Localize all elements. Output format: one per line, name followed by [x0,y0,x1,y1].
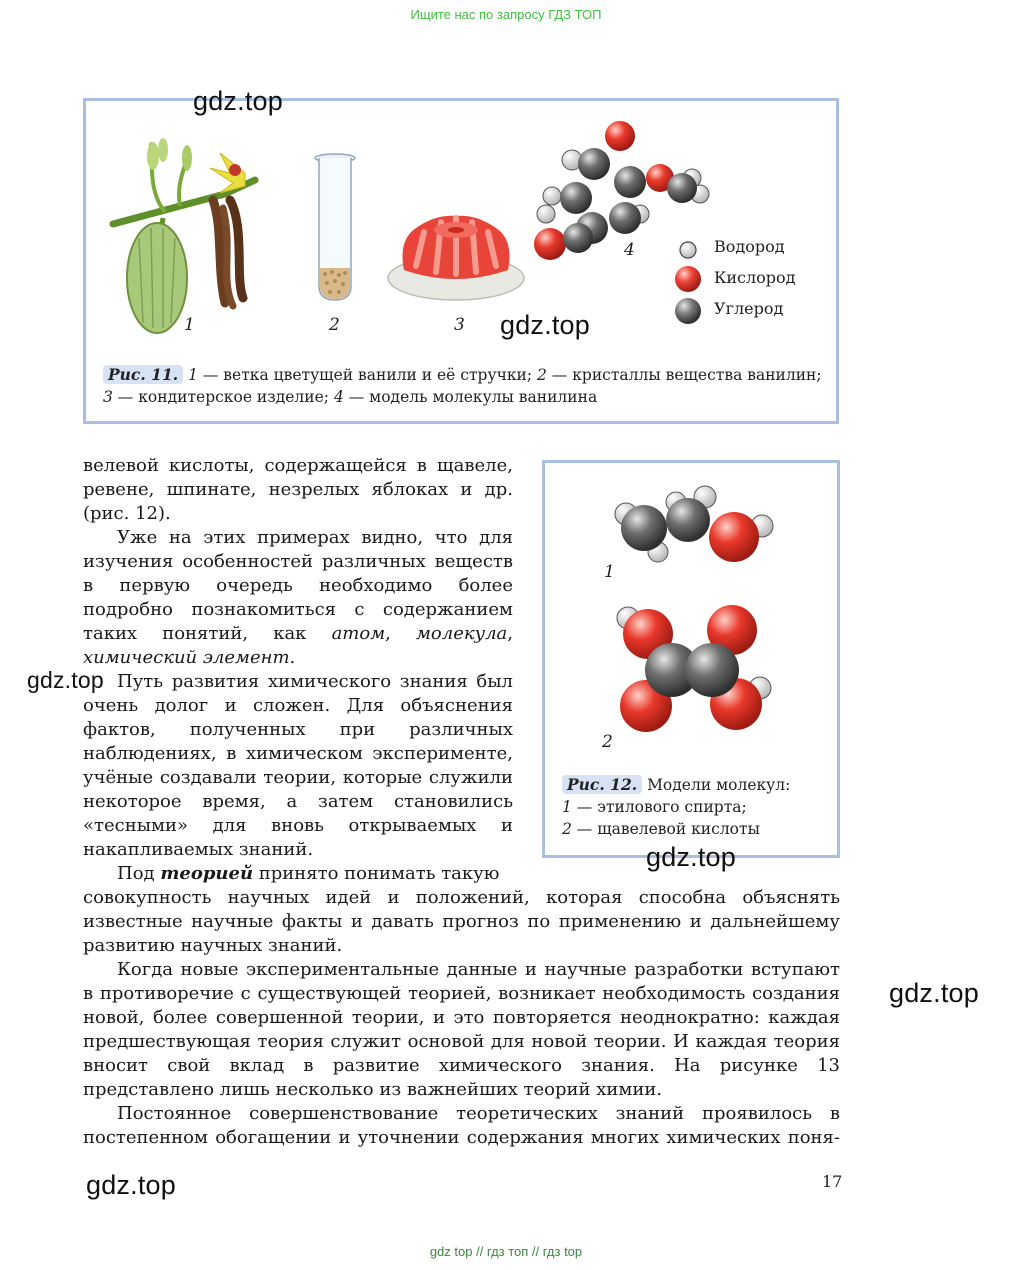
paragraph-6: Постоянное совершенствование теоретических знаний проявилось в постепенном обогащении и уточнении содержания многих химических поня- [83,1103,840,1148]
figure12-item-number: 1 [562,798,572,816]
oxalic-acid-molecule-model [600,594,790,744]
caption-text: — модель молекулы ванилина [343,388,598,406]
figure12-item-number: 2 [562,820,572,838]
caption-number: 2 [537,366,547,384]
figure11-number-2: 2 [329,315,340,335]
caption-number: 3 [103,388,113,406]
figure12-caption-title: Модели молекул: [647,776,791,794]
carbon-atom [685,643,739,697]
page-number: 17 [822,1172,843,1191]
carbon-atom [563,223,593,253]
figure11-caption-label: Рис. 11. [103,365,183,384]
top-banner[interactable]: Ищите нас по запросу ГДЗ ТОП [410,7,602,22]
figure11-number-4: 4 [624,240,635,260]
carbon-atom [666,498,710,542]
watermark: gdz.top [500,310,590,340]
figure12-item-text: — щавелевой кислоты [571,820,760,838]
separator: , [507,623,513,644]
footer-links[interactable]: gdz top // гдз топ // гдз top [429,1244,583,1259]
paragraph-4-first-line [83,862,513,886]
vanilla-branch-illustration [105,128,265,338]
watermark: gdz.top [86,1170,176,1200]
ethanol-molecule-model [600,480,790,580]
legend-oxygen-ball [673,264,703,294]
legend-carbon-label: Углерод [714,299,784,318]
figure12-number-2: 2 [602,732,613,752]
carbon-atom [621,505,667,551]
oxygen-atom [534,228,566,260]
figure11-caption [103,364,823,408]
caption-text: — ветка цветущей ванили и её стручки; [197,366,537,384]
paragraph-2 [83,526,513,670]
legend-oxygen-label: Кислород [714,268,796,287]
paragraph-4-text: принято понимать такую [253,863,500,884]
oxygen-atom [605,121,635,151]
paragraph-4-text: Под [117,863,161,884]
caption-text: — кондитерское изделие; [112,388,334,406]
paragraph-5: Когда новые экспериментальные данные и научные разработки вступают в противоречие с существующей теорией, возникает необходимость создания новой, более совершенной теории, и это повторяется неоднократно: каждая предшествующая теория служит основой для новой теории. И каждая теория вносит свой вклад в развитие химического знания. На рисунке 13 представлено лишь несколько из важнейших теорий химии. [83,959,840,1100]
separator: , [385,623,416,644]
figure12-item-text: — этилового спирта; [571,798,747,816]
caption-number: 1 [188,366,198,384]
hydrogen-atom [543,187,561,205]
carbon-atom [609,202,641,234]
term-chemical-element: химический элемент [83,647,290,668]
figure11-number-1: 1 [184,315,195,335]
legend-hydrogen-label: Водород [714,237,785,256]
watermark: gdz.top [646,842,736,872]
carbon-atom [614,166,646,198]
test-tube-illustration [312,152,358,304]
carbon-atom [560,182,592,214]
hydrogen-atom [537,205,555,223]
watermark: gdz.top [193,86,283,116]
caption-text: — кристаллы вещества ванилин; [546,366,822,384]
caption-number: 4 [333,388,344,406]
paragraph-3: Путь развития химического знания был очень долог и сложен. Для объяснения фактов, полученных при различных наблюдениях, в химическом эксперименте, учёные создавали теории, которые служили некоторое время, а затем становились «тесными» для вновь открываемых и накапливаемых знаний. [83,671,513,860]
oxygen-atom [709,512,759,562]
paragraph-1: велевой кислоты, содержащейся в щавеле, ревене, шпинате, незрелых яблоках и др. (рис. 12). [83,455,513,524]
figure12-caption-label: Рис. 12. [562,775,642,794]
term-molecule: молекула [416,623,508,644]
term-atom: атом [331,623,386,644]
jelly-dessert-illustration [386,210,526,306]
figure12-number-1: 1 [604,562,615,582]
figure12-caption [562,774,832,840]
term-theory: теорией [160,863,254,884]
watermark: gdz.top [27,667,104,693]
legend-carbon-ball [673,296,703,326]
legend-hydrogen-ball [678,240,698,260]
carbon-atom [667,173,697,203]
paragraph-4: совокупность научных идей и положений, которая способна объяснять известные научные факты и давать прогноз по применению и дальнейшему развитию научных знаний. [83,887,840,956]
paragraph-2-text: Уже на этих примерах видно, что для изучения особенностей различных веществ в первую очередь необходимо более подробно познакомиться с содержанием таких понятий, как [83,527,513,644]
period: . [289,647,296,668]
watermark: gdz.top [889,978,979,1008]
figure11-number-3: 3 [454,315,465,335]
carbon-atom [578,148,610,180]
